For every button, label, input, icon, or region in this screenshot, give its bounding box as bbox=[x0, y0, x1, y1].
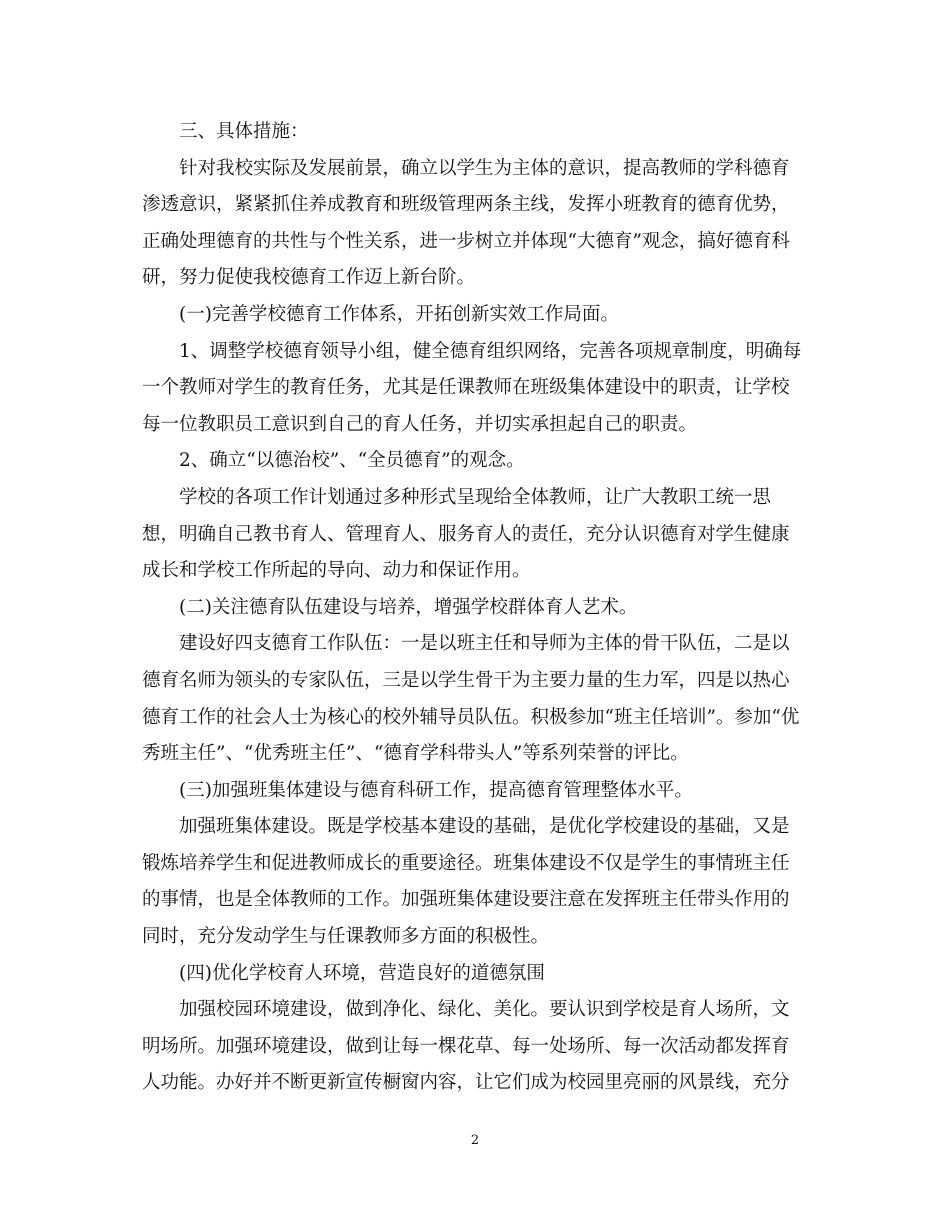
paragraph-body-2 bbox=[142, 626, 810, 772]
text-line: 同时，充分发动学生与任课教师多方面的积极性。 bbox=[142, 926, 550, 948]
text-line: 正确处理德育的共性与个性关系，进一步树立并体现“大德育”观念，搞好德育科 bbox=[142, 230, 790, 252]
text-line: 2、确立“以德治校”、“全员德育”的观念。 bbox=[179, 450, 525, 472]
text-line: (一)完善学校德育工作体系，开拓创新实效工作局面。 bbox=[179, 303, 619, 325]
text-line: 德育名师为领头的专家队伍，三是以学生骨干为主要力量的生力军，四是以热心 bbox=[142, 669, 790, 691]
paragraph-item-1 bbox=[142, 334, 810, 444]
paragraph-body-4 bbox=[142, 992, 810, 1102]
text-line: 1、调整学校德育领导小组，健全德育组织网络，完善各项规章制度，明确每 bbox=[179, 340, 802, 362]
text-line: 研，努力促使我校德育工作迈上新台阶。 bbox=[142, 267, 476, 289]
text-line: 人功能。办好并不断更新宣传橱窗内容，让它们成为校园里亮丽的风景线，充分 bbox=[142, 1072, 790, 1094]
text-line: (四)优化学校育人环境，营造良好的道德氛围 bbox=[179, 962, 545, 984]
text-line: 建设好四支德育工作队伍：一是以班主任和导师为主体的骨干队伍，二是以 bbox=[179, 633, 790, 655]
text-line: 每一位教职员工意识到自己的育人任务，并切实承担起自己的职责。 bbox=[142, 413, 698, 435]
text-line: 秀班主任”、“优秀班主任”、“德育学科带头人”等系列荣誉的评比。 bbox=[142, 743, 689, 765]
page-number: 2 bbox=[470, 1133, 480, 1148]
text-line: 加强班集体建设。既是学校基本建设的基础，是优化学校建设的基础，又是 bbox=[179, 816, 790, 838]
text-line: 德育工作的社会人士为核心的校外辅导员队伍。积极参加“班主任培训”。参加“优 bbox=[142, 706, 800, 728]
text-line: (二)关注德育队伍建设与培养，增强学校群体育人艺术。 bbox=[179, 596, 638, 618]
paragraph-intro bbox=[142, 151, 810, 297]
text-line: 加强校园环境建设，做到净化、绿化、美化。要认识到学校是育人场所，文 bbox=[179, 999, 790, 1021]
text-line: 针对我校实际及发展前景，确立以学生为主体的意识，提高教师的学科德育 bbox=[179, 157, 790, 179]
text-line: 渗透意识，紧紧抓住养成教育和班级管理两条主线，发挥小班教育的德育优势， bbox=[142, 194, 790, 216]
paragraph-subheading-1 bbox=[142, 297, 810, 334]
paragraph-body-3 bbox=[142, 809, 810, 955]
text-line: 三、具体措施： bbox=[179, 121, 309, 142]
paragraph-section-heading bbox=[142, 114, 810, 151]
paragraph-body-1 bbox=[142, 480, 810, 590]
text-line: 一个教师对学生的教育任务，尤其是任课教师在班级集体建设中的职责，让学校 bbox=[142, 377, 790, 399]
text-line: 明场所。加强环境建设，做到让每一棵花草、每一处场所、每一次活动都发挥育 bbox=[142, 1035, 790, 1057]
text-line: 的事情，也是全体教师的工作。加强班集体建设要注意在发挥班主任带头作用的 bbox=[142, 889, 790, 911]
paragraph-item-2 bbox=[142, 443, 810, 480]
text-line: 成长和学校工作所起的导向、动力和保证作用。 bbox=[142, 560, 531, 582]
paragraph-subheading-4 bbox=[142, 956, 810, 993]
text-line: (三)加强班集体建设与德育科研工作，提高德育管理整体水平。 bbox=[179, 779, 693, 801]
paragraph-subheading-3 bbox=[142, 773, 810, 810]
text-line: 学校的各项工作计划通过多种形式呈现给全体教师，让广大教职工统一思 bbox=[179, 486, 772, 508]
paragraph-subheading-2 bbox=[142, 590, 810, 627]
document-body bbox=[142, 114, 810, 1102]
text-line: 想，明确自己教书育人、管理育人、服务育人的责任，充分认识德育对学生健康 bbox=[142, 523, 790, 545]
text-line: 锻炼培养学生和促进教师成长的重要途径。班集体建设不仅是学生的事情班主任 bbox=[142, 852, 790, 874]
